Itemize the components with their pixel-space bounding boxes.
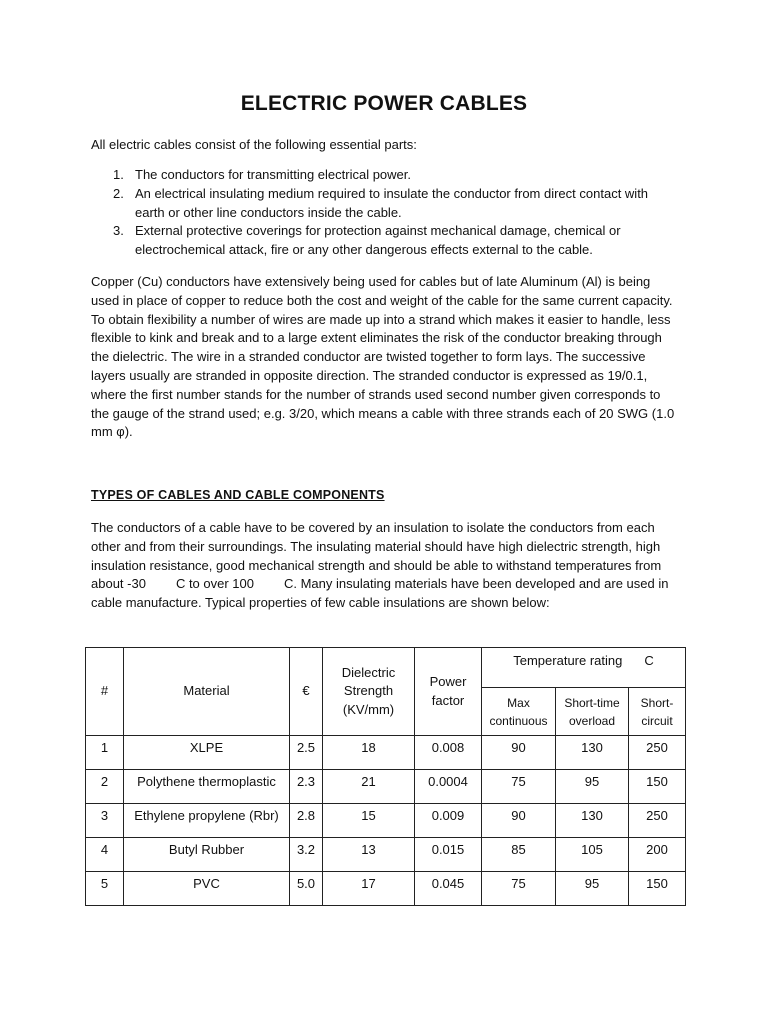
- table-row: [86, 872, 686, 906]
- cell-power-factor: 0.0004: [415, 770, 482, 804]
- cell-short-time-overload: 95: [556, 872, 629, 906]
- cell-material: Butyl Rubber: [124, 838, 290, 872]
- page-title: ELECTRIC POWER CABLES: [240, 92, 528, 115]
- cell-max-continuous: 90: [482, 736, 556, 770]
- header-permittivity: €: [290, 648, 323, 736]
- cell-material: Polythene thermoplastic: [124, 770, 290, 804]
- cell-num: 1: [86, 736, 124, 770]
- cell-short-time-overload: 130: [556, 736, 629, 770]
- list-item-number: 1.: [113, 167, 124, 182]
- list-item-text: An electrical insulating medium required to insulate the conductor from direct contact with earth or other line conductors inside the cable.: [135, 185, 649, 220]
- cell-max-continuous: 75: [482, 770, 556, 804]
- cell-permittivity: 2.5: [290, 736, 323, 770]
- cell-dielectric-strength: 17: [323, 872, 415, 906]
- cell-short-time-overload: 105: [556, 838, 629, 872]
- insulation-properties-table: [85, 647, 686, 906]
- header-short-time-overload: Short-time overload: [556, 688, 629, 736]
- cell-power-factor: 0.015: [415, 838, 482, 872]
- header-power-factor: Power factor: [415, 648, 482, 736]
- cell-short-circuit: 150: [629, 872, 686, 906]
- section-heading: TYPES OF CABLES AND CABLE COMPONENTS: [91, 488, 385, 502]
- header-dielectric-strength: Dielectric Strength (KV/mm): [323, 648, 415, 736]
- insulation-paragraph: [91, 519, 681, 613]
- header-short-circuit: Short-circuit: [629, 688, 686, 736]
- cell-permittivity: 3.2: [290, 838, 323, 872]
- cell-permittivity: 2.8: [290, 804, 323, 838]
- list-item: [91, 185, 661, 223]
- cell-dielectric-strength: 15: [323, 804, 415, 838]
- cell-power-factor: 0.008: [415, 736, 482, 770]
- cell-permittivity: 5.0: [290, 872, 323, 906]
- cell-dielectric-strength: 18: [323, 736, 415, 770]
- cell-material: XLPE: [124, 736, 290, 770]
- list-item-number: 2.: [113, 185, 124, 201]
- list-item-text: The conductors for transmitting electrical power.: [135, 167, 412, 182]
- insulation-text-part1: The conductors of a cable have to be covered by an insulation to isolate the conductors from each other and from their surroundings. The insulating material should have high dielectric strength, high insulation resistance, good mechanical strength and should be able to withstand temperatures from about -30: [91, 520, 662, 592]
- header-temperature-rating: [482, 648, 686, 688]
- temperature-unit: C: [644, 653, 654, 668]
- cell-power-factor: 0.045: [415, 872, 482, 906]
- cell-short-time-overload: 95: [556, 770, 629, 804]
- cell-num: 4: [86, 838, 124, 872]
- cell-short-circuit: 150: [629, 770, 686, 804]
- table-header-row: [86, 648, 686, 688]
- list-item: [91, 166, 661, 185]
- cell-num: 3: [86, 804, 124, 838]
- cell-material: PVC: [124, 872, 290, 906]
- cell-max-continuous: 90: [482, 804, 556, 838]
- header-material: Material: [124, 648, 290, 736]
- cell-dielectric-strength: 13: [323, 838, 415, 872]
- cell-dielectric-strength: 21: [323, 770, 415, 804]
- cell-num: 5: [86, 872, 124, 906]
- cell-max-continuous: 85: [482, 838, 556, 872]
- header-max-continuous: Max continuous: [482, 688, 556, 736]
- cell-max-continuous: 75: [482, 872, 556, 906]
- insulation-text-part3: C. Many insulating materials have been developed and are used in cable manufacture. Typical properties of few cable insulations are shown below:: [91, 576, 669, 611]
- table-row: [86, 804, 686, 838]
- essential-parts-list: [91, 166, 661, 260]
- conductor-paragraph: Copper (Cu) conductors have extensively being used for cables but of late Aluminum (Al) is being used in place of copper to reduce both the cost and weight of the cable for the same current capacity. To obtain flexibility a number of wires are made up into a strand which makes it easier to handle, less flexible to kink and break and to a large extent eliminates the risk of the conductor breaking through the dielectric. The wire in a stranded conductor are twisted together to form lays. The successive layers usually are stranded in opposite direction. The stranded conductor is expressed as 19/0.1, where the first number stands for the number of strands used second number given corresponds to the gauge of the strand used; e.g. 3/20, which means a cable with three strands each of 20 SWG (1.0 mm φ).: [91, 274, 675, 440]
- cell-num: 2: [86, 770, 124, 804]
- header-num: #: [86, 648, 124, 736]
- table-row: [86, 838, 686, 872]
- temperature-rating-label: Temperature rating: [513, 653, 623, 668]
- table-row: [86, 770, 686, 804]
- cell-short-time-overload: 130: [556, 804, 629, 838]
- table-row: [86, 736, 686, 770]
- insulation-text-part2: C to over 100: [175, 576, 254, 592]
- cell-permittivity: 2.3: [290, 770, 323, 804]
- list-item-text: External protective coverings for protection against mechanical damage, chemical or electrochemical attack, fire or any other dangerous effects external to the cable.: [135, 223, 621, 258]
- cell-material: Ethylene propylene (Rbr): [124, 804, 290, 838]
- intro-text: All electric cables consist of the following essential parts:: [91, 137, 417, 152]
- cell-short-circuit: 200: [629, 838, 686, 872]
- cell-power-factor: 0.009: [415, 804, 482, 838]
- list-item: [91, 222, 661, 260]
- cell-short-circuit: 250: [629, 804, 686, 838]
- cell-short-circuit: 250: [629, 736, 686, 770]
- list-item-number: 3.: [113, 223, 124, 239]
